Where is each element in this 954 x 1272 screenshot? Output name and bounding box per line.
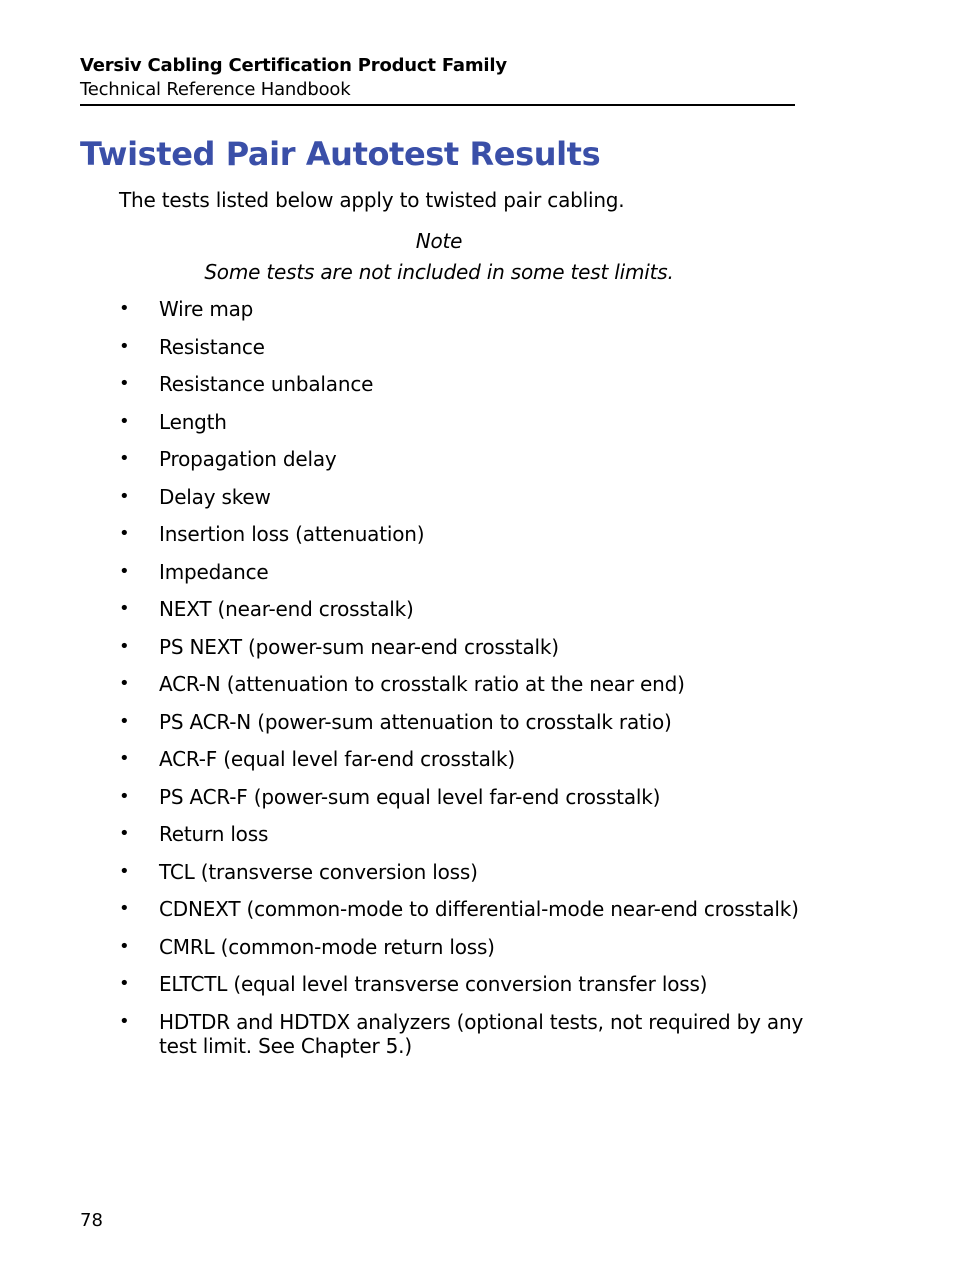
bullet-icon: • — [119, 598, 130, 619]
list-item-text: PS ACR-N (power-sum attenuation to crosstalk ratio) — [159, 709, 672, 734]
bullet-icon: • — [119, 748, 130, 769]
header-subtitle: Technical Reference Handbook — [80, 79, 351, 100]
bullet-icon: • — [119, 298, 130, 319]
list-item-text: PS ACR-F (power-sum equal level far-end crosstalk) — [159, 784, 661, 809]
list-item-text: ELTCTL (equal level transverse conversion transfer loss) — [159, 972, 708, 996]
list-item-text: HDTDR and HDTDX analyzers (optional tests, not required by any test limit. See Chapter 5.) — [159, 1009, 804, 1058]
list-item-text: Delay skew — [159, 484, 271, 509]
bullet-icon: • — [119, 785, 130, 807]
list-item-text: ACR-N (attenuation to crosstalk ratio at the near end) — [159, 672, 685, 696]
list-item — [119, 560, 809, 584]
intro-paragraph: The tests listed below apply to twisted pair cabling. — [119, 188, 625, 212]
bullet-icon: • — [119, 410, 130, 432]
list-item-text: TCL (transverse conversion loss) — [159, 859, 478, 884]
bullet-icon: • — [119, 485, 130, 507]
list-item-text: PS NEXT (power-sum near-end crosstalk) — [159, 634, 559, 659]
bullet-icon: • — [119, 973, 130, 994]
list-item-text: Propagation delay — [159, 447, 337, 471]
list-item-text: NEXT (near-end crosstalk) — [159, 597, 414, 621]
page-number: 78 — [80, 1210, 103, 1231]
bullet-icon: • — [119, 1010, 130, 1032]
list-item-text: Return loss — [159, 822, 269, 846]
list-item — [119, 785, 809, 809]
list-item — [119, 410, 809, 434]
bullet-icon: • — [119, 373, 130, 394]
list-item — [119, 672, 809, 696]
bullet-icon: • — [119, 560, 130, 582]
test-list — [119, 297, 809, 1071]
list-item-text: Wire map — [159, 297, 254, 321]
running-header — [80, 54, 795, 106]
list-item — [119, 522, 809, 546]
list-item — [119, 635, 809, 659]
list-item-text: Insertion loss (attenuation) — [159, 522, 425, 546]
bullet-icon: • — [119, 823, 130, 844]
list-item-text: CDNEXT (common-mode to differential-mode near-end crosstalk) — [159, 897, 799, 921]
list-item-text: Resistance unbalance — [159, 372, 374, 396]
header-title: Versiv Cabling Certification Product Family — [80, 55, 507, 76]
page-title: Twisted Pair Autotest Results — [80, 135, 601, 173]
list-item — [119, 972, 809, 996]
bullet-icon: • — [119, 860, 130, 882]
list-item — [119, 1010, 809, 1058]
list-item — [119, 335, 809, 359]
list-item — [119, 860, 809, 884]
note-text: Some tests are not included in some test limits. — [204, 260, 674, 284]
list-item — [119, 747, 809, 771]
note-label: Note — [415, 229, 463, 253]
list-item — [119, 485, 809, 509]
list-item — [119, 447, 809, 471]
bullet-icon: • — [119, 335, 130, 357]
list-item-text: Resistance — [159, 334, 265, 359]
bullet-icon: • — [119, 448, 130, 469]
list-item-text: Length — [159, 409, 227, 434]
bullet-icon: • — [119, 710, 130, 732]
bullet-icon: • — [119, 523, 130, 544]
list-item-text: CMRL (common-mode return loss) — [159, 934, 495, 959]
list-item — [119, 897, 809, 921]
list-item — [119, 297, 809, 321]
note-block — [119, 226, 759, 288]
bullet-icon: • — [119, 935, 130, 957]
list-item — [119, 822, 809, 846]
list-item — [119, 372, 809, 396]
list-item — [119, 710, 809, 734]
bullet-icon: • — [119, 673, 130, 694]
list-item — [119, 935, 809, 959]
list-item-text: ACR-F (equal level far-end crosstalk) — [159, 747, 516, 771]
list-item-text: Impedance — [159, 559, 269, 584]
bullet-icon: • — [119, 898, 130, 919]
bullet-icon: • — [119, 635, 130, 657]
list-item — [119, 597, 809, 621]
